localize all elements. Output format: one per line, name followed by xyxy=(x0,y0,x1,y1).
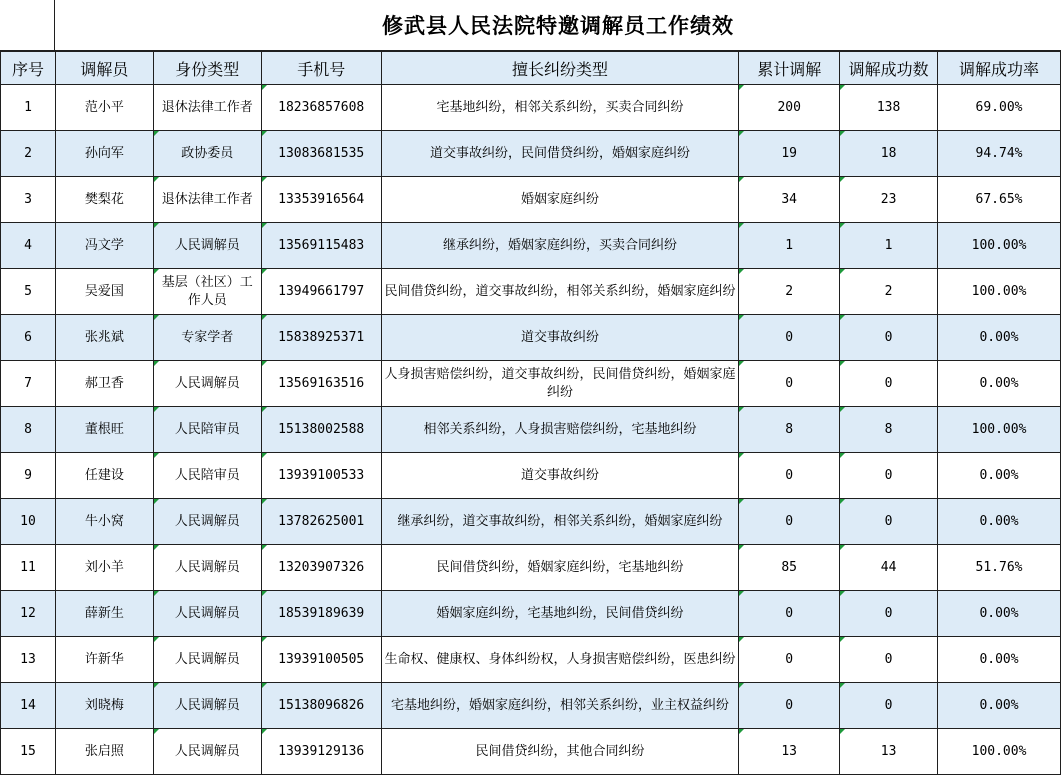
cell-phone[interactable]: 15838925371 xyxy=(261,315,381,361)
cell-identity-type[interactable]: 退休法律工作者 xyxy=(153,85,261,131)
cell-phone[interactable]: 13353916564 xyxy=(261,177,381,223)
cell-success-rate[interactable]: 100.00% xyxy=(938,269,1061,315)
cell-dispute-types[interactable]: 民间借贷纠纷，道交事故纠纷，相邻关系纠纷，婚姻家庭纠纷 xyxy=(381,269,739,315)
cell-success-count[interactable]: 0 xyxy=(840,453,938,499)
cell-dispute-types[interactable]: 相邻关系纠纷，人身损害赔偿纠纷，宅基地纠纷 xyxy=(381,407,739,453)
cell-total-mediations[interactable]: 0 xyxy=(739,683,840,729)
table-row xyxy=(1,361,1061,407)
cell-dispute-types[interactable]: 宅基地纠纷，婚姻家庭纠纷，相邻关系纠纷，业主权益纠纷 xyxy=(381,683,739,729)
cell-mediator[interactable]: 薛新生 xyxy=(55,591,153,637)
header-total-mediations[interactable]: 累计调解 xyxy=(739,52,840,85)
table-row xyxy=(1,591,1061,637)
cell-success-count[interactable]: 0 xyxy=(840,315,938,361)
cell-mediator[interactable]: 冯文学 xyxy=(55,223,153,269)
cell-identity-type[interactable]: 退休法律工作者 xyxy=(153,177,261,223)
cell-no[interactable]: 9 xyxy=(1,453,56,499)
cell-success-rate[interactable]: 100.00% xyxy=(938,223,1061,269)
cell-total-mediations[interactable]: 200 xyxy=(739,85,840,131)
cell-total-mediations[interactable]: 0 xyxy=(739,637,840,683)
cell-success-count[interactable]: 13 xyxy=(840,729,938,775)
cell-mediator[interactable]: 孙向军 xyxy=(55,131,153,177)
cell-mediator[interactable]: 樊梨花 xyxy=(55,177,153,223)
cell-no[interactable]: 1 xyxy=(1,85,56,131)
cell-success-rate[interactable]: 0.00% xyxy=(938,683,1061,729)
cell-total-mediations[interactable]: 85 xyxy=(739,545,840,591)
cell-success-rate[interactable]: 0.00% xyxy=(938,591,1061,637)
cell-mediator[interactable]: 任建设 xyxy=(55,453,153,499)
header-success-rate[interactable]: 调解成功率 xyxy=(938,52,1061,85)
cell-dispute-types[interactable]: 道交事故纠纷 xyxy=(381,315,739,361)
table-row xyxy=(1,269,1061,315)
table-row xyxy=(1,499,1061,545)
cell-success-rate[interactable]: 0.00% xyxy=(938,637,1061,683)
cell-no[interactable]: 5 xyxy=(1,269,56,315)
cell-dispute-types[interactable]: 婚姻家庭纠纷 xyxy=(381,177,739,223)
header-success-count[interactable]: 调解成功数 xyxy=(840,52,938,85)
cell-success-rate[interactable]: 100.00% xyxy=(938,729,1061,775)
cell-success-rate[interactable]: 94.74% xyxy=(938,131,1061,177)
cell-total-mediations[interactable]: 2 xyxy=(739,269,840,315)
table-row xyxy=(1,223,1061,269)
header-dispute-types[interactable]: 擅长纠纷类型 xyxy=(381,52,739,85)
cell-dispute-types[interactable]: 道交事故纠纷 xyxy=(381,453,739,499)
cell-success-count[interactable]: 0 xyxy=(840,637,938,683)
cell-phone[interactable]: 13203907326 xyxy=(261,545,381,591)
table-row xyxy=(1,315,1061,361)
cell-mediator[interactable]: 许新华 xyxy=(55,637,153,683)
cell-no[interactable]: 2 xyxy=(1,131,56,177)
cell-success-count[interactable]: 0 xyxy=(840,591,938,637)
cell-phone[interactable]: 13939129136 xyxy=(261,729,381,775)
cell-no[interactable]: 6 xyxy=(1,315,56,361)
cell-phone[interactable]: 13569115483 xyxy=(261,223,381,269)
cell-total-mediations[interactable]: 0 xyxy=(739,591,840,637)
cell-no[interactable]: 13 xyxy=(1,637,56,683)
cell-no[interactable]: 7 xyxy=(1,361,56,407)
cell-success-count[interactable]: 0 xyxy=(840,361,938,407)
cell-no[interactable]: 8 xyxy=(1,407,56,453)
cell-identity-type[interactable]: 人民陪审员 xyxy=(153,453,261,499)
cell-no[interactable]: 15 xyxy=(1,729,56,775)
cell-total-mediations[interactable]: 34 xyxy=(739,177,840,223)
cell-phone[interactable]: 13939100505 xyxy=(261,637,381,683)
cell-total-mediations[interactable]: 0 xyxy=(739,453,840,499)
cell-identity-type[interactable]: 政协委员 xyxy=(153,131,261,177)
cell-no[interactable]: 12 xyxy=(1,591,56,637)
cell-no[interactable]: 3 xyxy=(1,177,56,223)
cell-identity-type[interactable]: 人民调解员 xyxy=(153,729,261,775)
table-row xyxy=(1,683,1061,729)
cell-dispute-types[interactable]: 宅基地纠纷，相邻关系纠纷，买卖合同纠纷 xyxy=(381,85,739,131)
cell-dispute-types[interactable]: 婚姻家庭纠纷，宅基地纠纷，民间借贷纠纷 xyxy=(381,591,739,637)
cell-success-rate[interactable]: 69.00% xyxy=(938,85,1061,131)
cell-identity-type[interactable]: 人民调解员 xyxy=(153,683,261,729)
header-mediator[interactable]: 调解员 xyxy=(55,52,153,85)
cell-phone[interactable]: 15138002588 xyxy=(261,407,381,453)
cell-identity-type[interactable]: 人民陪审员 xyxy=(153,407,261,453)
cell-phone[interactable]: 13782625001 xyxy=(261,499,381,545)
cell-identity-type[interactable]: 人民调解员 xyxy=(153,637,261,683)
cell-dispute-types[interactable]: 继承纠纷，道交事故纠纷，相邻关系纠纷，婚姻家庭纠纷 xyxy=(381,499,739,545)
cell-phone[interactable]: 13569163516 xyxy=(261,361,381,407)
cell-identity-type[interactable]: 基层（社区）工作人员 xyxy=(153,269,261,315)
header-phone[interactable]: 手机号 xyxy=(261,52,381,85)
cell-no[interactable]: 11 xyxy=(1,545,56,591)
cell-success-rate[interactable]: 0.00% xyxy=(938,315,1061,361)
table-row xyxy=(1,407,1061,453)
sheet-title[interactable]: 修武县人民法院特邀调解员工作绩效 xyxy=(55,0,1061,51)
cell-mediator[interactable]: 刘小羊 xyxy=(55,545,153,591)
header-identity-type[interactable]: 身份类型 xyxy=(153,52,261,85)
cell-identity-type[interactable]: 人民调解员 xyxy=(153,545,261,591)
cell-no[interactable]: 10 xyxy=(1,499,56,545)
cell-success-count[interactable]: 8 xyxy=(840,407,938,453)
cell-dispute-types[interactable]: 民间借贷纠纷，其他合同纠纷 xyxy=(381,729,739,775)
cell-success-count[interactable]: 0 xyxy=(840,683,938,729)
header-row xyxy=(1,52,1061,85)
cell-total-mediations[interactable]: 13 xyxy=(739,729,840,775)
cell-identity-type[interactable]: 人民调解员 xyxy=(153,223,261,269)
table-row xyxy=(1,545,1061,591)
cell-identity-type[interactable]: 人民调解员 xyxy=(153,591,261,637)
cell-success-rate[interactable]: 0.00% xyxy=(938,499,1061,545)
cell-mediator[interactable]: 郝卫香 xyxy=(55,361,153,407)
cell-identity-type[interactable]: 专家学者 xyxy=(153,315,261,361)
cell-success-count[interactable]: 23 xyxy=(840,177,938,223)
cell-success-count[interactable]: 18 xyxy=(840,131,938,177)
cell-mediator[interactable]: 刘晓梅 xyxy=(55,683,153,729)
cell-phone[interactable]: 13083681535 xyxy=(261,131,381,177)
cell-mediator[interactable]: 范小平 xyxy=(55,85,153,131)
cell-success-rate[interactable]: 0.00% xyxy=(938,453,1061,499)
cell-mediator[interactable]: 张兆斌 xyxy=(55,315,153,361)
table-row xyxy=(1,177,1061,223)
cell-total-mediations[interactable]: 0 xyxy=(739,499,840,545)
cell-identity-type[interactable]: 人民调解员 xyxy=(153,361,261,407)
cell-mediator[interactable]: 董根旺 xyxy=(55,407,153,453)
cell-phone[interactable]: 13939100533 xyxy=(261,453,381,499)
cell-success-count[interactable]: 2 xyxy=(840,269,938,315)
header-no[interactable]: 序号 xyxy=(1,52,56,85)
cell-dispute-types[interactable]: 民间借贷纠纷，婚姻家庭纠纷，宅基地纠纷 xyxy=(381,545,739,591)
table-row xyxy=(1,729,1061,775)
cell-phone[interactable]: 18236857608 xyxy=(261,85,381,131)
cell-dispute-types[interactable]: 生命权、健康权、身体纠纷权，人身损害赔偿纠纷，医患纠纷 xyxy=(381,637,739,683)
cell-dispute-types[interactable]: 道交事故纠纷，民间借贷纠纷，婚姻家庭纠纷 xyxy=(381,131,739,177)
cell-mediator[interactable]: 张启照 xyxy=(55,729,153,775)
table-row xyxy=(1,453,1061,499)
cell-success-count[interactable]: 1 xyxy=(840,223,938,269)
cell-mediator[interactable]: 吴爱国 xyxy=(55,269,153,315)
cell-no[interactable]: 14 xyxy=(1,683,56,729)
cell-success-rate[interactable]: 0.00% xyxy=(938,361,1061,407)
cell-mediator[interactable]: 牛小窝 xyxy=(55,499,153,545)
performance-table xyxy=(0,51,1061,775)
table-row xyxy=(1,85,1061,131)
cell-dispute-types[interactable]: 继承纠纷，婚姻家庭纠纷，买卖合同纠纷 xyxy=(381,223,739,269)
cell-phone[interactable]: 15138096826 xyxy=(261,683,381,729)
cell-success-rate[interactable]: 67.65% xyxy=(938,177,1061,223)
cell-success-count[interactable]: 44 xyxy=(840,545,938,591)
cell-success-rate[interactable]: 51.76% xyxy=(938,545,1061,591)
cell-no[interactable]: 4 xyxy=(1,223,56,269)
cell-success-count[interactable]: 138 xyxy=(840,85,938,131)
cell-dispute-types[interactable]: 人身损害赔偿纠纷，道交事故纠纷，民间借贷纠纷，婚姻家庭纠纷 xyxy=(381,361,739,407)
cell-phone[interactable]: 18539189639 xyxy=(261,591,381,637)
cell-success-rate[interactable]: 100.00% xyxy=(938,407,1061,453)
cell-total-mediations[interactable]: 0 xyxy=(739,315,840,361)
table-row xyxy=(1,131,1061,177)
table-row xyxy=(1,637,1061,683)
cell-total-mediations[interactable]: 8 xyxy=(739,407,840,453)
cell-total-mediations[interactable]: 19 xyxy=(739,131,840,177)
cell-total-mediations[interactable]: 1 xyxy=(739,223,840,269)
blank-title-cell[interactable] xyxy=(0,0,55,51)
cell-total-mediations[interactable]: 0 xyxy=(739,361,840,407)
cell-phone[interactable]: 13949661797 xyxy=(261,269,381,315)
cell-identity-type[interactable]: 人民调解员 xyxy=(153,499,261,545)
cell-success-count[interactable]: 0 xyxy=(840,499,938,545)
